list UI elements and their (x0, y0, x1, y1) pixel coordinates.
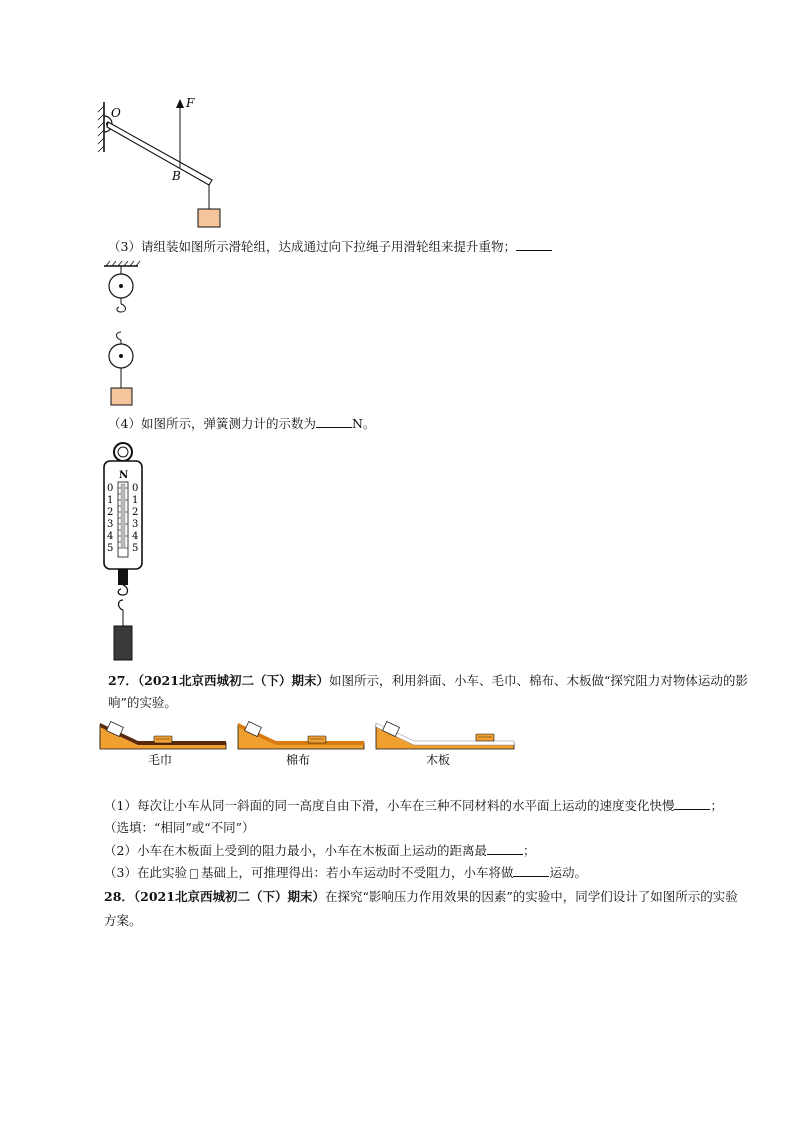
scale-unit: N (119, 470, 129, 481)
incline-cotton (238, 722, 364, 749)
q27-sub2 (104, 842, 535, 860)
lever-label-b: B (172, 169, 181, 183)
caption-cotton: 棉布 (286, 753, 311, 767)
q27-sub3-blank[interactable] (513, 864, 549, 877)
q27-sub3 (104, 864, 587, 882)
q27-text-1: 如图所示，利用斜面、小车、毛巾、棉布、木板做“探究阻力对物体运动的影 (328, 673, 748, 688)
scale-tick-right-4: 4 (132, 531, 139, 542)
q4-blank[interactable] (316, 415, 352, 428)
scale-tick-right-2: 2 (132, 507, 139, 518)
q4-suffix: N。 (351, 416, 376, 431)
scale-tick-right-1: 1 (132, 495, 139, 506)
q28-text-1: 在探究“影响压力作用效果的因素”的实验中，同学们设计了如图所示的实验 (324, 889, 738, 904)
q27-line2 (108, 694, 177, 712)
q27-sub3-text-b: 基础上，可推理得出：若小车运动时不受阻力，小车将做 (200, 865, 514, 880)
scale-tick-left-0: 0 (107, 483, 114, 494)
q28-source: （2021北京西城初二（下）期末） (133, 889, 325, 904)
scale-tick-right-5: 5 (132, 543, 139, 554)
q27-sub1-options (104, 819, 255, 837)
q4-line (108, 415, 375, 433)
q27-sub2-blank[interactable] (487, 842, 523, 855)
scale-tick-right-0: 0 (132, 483, 139, 494)
missing-glyph-icon (190, 869, 198, 879)
q3-text: （3）请组装如图所示滑轮组，达成通过向下拉绳子用滑轮组来提升重物； (108, 239, 516, 254)
q27-sub3-text-a: （3）在此实验 (104, 865, 187, 880)
incline-towel (100, 722, 226, 749)
lever-label-f: F (186, 96, 195, 110)
q3-blank[interactable] (516, 238, 552, 251)
q27-sub2-end: ； (522, 843, 536, 858)
q27-sub1-text: （1）每次让小车从同一斜面的同一高度自由下滑，小车在三种不同材料的水平面上运动的速度变化快慢 (104, 798, 675, 813)
pulley-figure (96, 260, 156, 408)
q27-line1 (108, 672, 748, 690)
q3-line (108, 238, 552, 256)
q27-sub1 (104, 797, 723, 815)
q28-line1 (104, 888, 738, 906)
q28-text-2: 方案。 (104, 913, 142, 928)
incline-figure (98, 715, 518, 767)
scale-tick-left-2: 2 (107, 507, 114, 518)
scale-tick-left-5: 5 (107, 543, 114, 554)
q27-sub3-end: 运动。 (549, 865, 587, 880)
caption-towel: 毛巾 (148, 753, 173, 767)
spring-scale-figure (96, 438, 152, 668)
q27-sub1-options-text: （选填：“相同”或“不同”） (104, 820, 255, 835)
scale-tick-right-3: 3 (132, 519, 139, 530)
q28-line2 (104, 912, 142, 930)
q27-sub2-text: （2）小车在木板面上受到的阻力最小，小车在木板面上运动的距离最 (104, 843, 487, 858)
lever-label-o: O (111, 106, 121, 120)
q27-source: （2021北京西城初二（下）期末） (137, 673, 329, 688)
q27-sub1-end: ； (710, 798, 723, 813)
scale-tick-left-1: 1 (107, 495, 114, 506)
q28-number: 28． (104, 889, 134, 904)
caption-wood: 木板 (426, 753, 451, 767)
q27-sub1-blank[interactable] (674, 797, 710, 810)
q27-number: 27． (108, 673, 138, 688)
scale-tick-left-3: 3 (107, 519, 114, 530)
scale-tick-left-4: 4 (107, 531, 114, 542)
q27-text-2: 响”的实验。 (108, 695, 177, 710)
lever-figure (96, 96, 226, 231)
q4-prefix: （4）如图所示，弹簧测力计的示数为 (108, 416, 316, 431)
incline-wood (376, 722, 514, 749)
